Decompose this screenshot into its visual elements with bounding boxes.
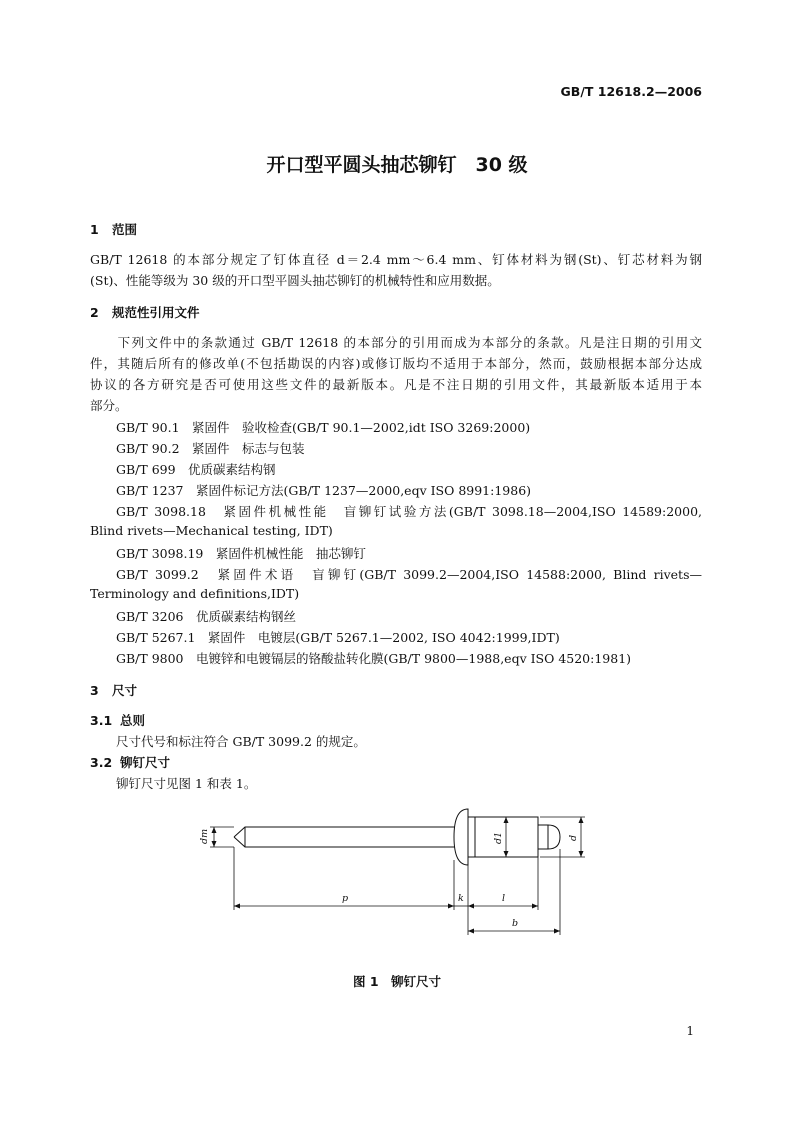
subsection-title: 总则 xyxy=(120,713,146,728)
figure-caption: 图 1 铆钉尺寸 xyxy=(352,974,442,989)
subsection-3-2-heading xyxy=(90,753,170,771)
arrowhead xyxy=(234,904,240,909)
reference-item: GB/T 699 优质碳素结构钢 xyxy=(116,462,276,477)
section-number: 3 xyxy=(90,683,99,698)
scope-paragraph-line-2: (St)、性能等级为 30 级的开口型平圆头抽芯铆钉的机械特性和应用数据。 xyxy=(90,273,500,288)
label-d1: d1 xyxy=(493,831,504,844)
intro-paragraph-line-4: 部分。 xyxy=(90,398,128,413)
reference-item: GB/T 1237 紧固件标记方法(GB/T 1237—2000,eqv ISO 8991:1986) xyxy=(116,483,532,498)
label-dm: dm xyxy=(199,828,210,844)
reference-item: GB/T 3098.19 紧固件机械性能 抽芯铆钉 xyxy=(116,546,366,561)
arrowhead xyxy=(554,929,560,934)
arrowhead xyxy=(468,929,474,934)
intro-paragraph-line-2: 件，其随后所有的修改单(不包括勘误的内容)或修订版均不适用于本部分，然而，鼓励根据本部分达成 xyxy=(90,356,702,371)
page-number: 1 xyxy=(686,1024,694,1038)
mandrel-shank xyxy=(234,827,465,847)
section-3-heading xyxy=(90,681,137,699)
reference-item-continued: Blind rivets—Mechanical testing, IDT) xyxy=(90,523,333,538)
section-1-heading xyxy=(90,220,137,238)
reference-item: GB/T 3099.2 紧固件术语 盲铆钉(GB/T 3099.2—2004,ISO 14588:2000, Blind rivets— xyxy=(116,567,702,582)
subsection-3-1-heading xyxy=(90,711,145,729)
label-k: k xyxy=(458,893,464,904)
section-title: 规范性引用文件 xyxy=(112,305,200,320)
arrowhead xyxy=(579,817,584,823)
label-b: b xyxy=(512,918,519,929)
subsection-3-2-text: 铆钉尺寸见图 1 和表 1。 xyxy=(116,776,257,791)
subsection-title: 铆钉尺寸 xyxy=(120,755,171,770)
arrowhead xyxy=(468,904,474,909)
reference-item: GB/T 3098.18 紧固件机械性能 盲铆钉试验方法(GB/T 3098.18—2004,ISO 14589:2000, xyxy=(116,504,702,519)
intro-paragraph-line-3: 协议的各方研究是否可使用这些文件的最新版本。凡是不注日期的引用文件，其最新版本适用于本 xyxy=(90,377,702,392)
arrowhead xyxy=(448,904,454,909)
arrowhead xyxy=(504,851,509,857)
reference-item: GB/T 90.2 紧固件 标志与包装 xyxy=(116,441,305,456)
rivet-dimension-figure xyxy=(190,800,610,950)
reference-item-continued: Terminology and definitions,IDT) xyxy=(90,586,300,601)
section-number: 1 xyxy=(90,222,99,237)
arrowhead xyxy=(212,827,217,833)
reference-item: GB/T 3206 优质碳素结构钢丝 xyxy=(116,609,297,624)
subsection-number: 3.2 xyxy=(90,755,113,770)
rivet-head xyxy=(454,809,468,865)
section-number: 2 xyxy=(90,305,99,320)
subsection-3-1-text: 尺寸代号和标注符合 GB/T 3099.2 的规定。 xyxy=(116,734,366,749)
arrowhead xyxy=(212,841,217,847)
standard-code: GB/T 12618.2—2006 xyxy=(560,84,702,99)
scope-paragraph-line-1: GB/T 12618 的本部分规定了钉体直径 d＝2.4 mm～6.4 mm、钉体材料为钢(St)、钉芯材料为钢 xyxy=(90,252,702,267)
mandrel-head xyxy=(538,825,560,849)
label-d: d xyxy=(568,834,579,841)
arrowhead xyxy=(532,904,538,909)
section-2-heading xyxy=(90,303,200,321)
label-p: p xyxy=(342,893,349,904)
subsection-number: 3.1 xyxy=(90,713,113,728)
section-title: 尺寸 xyxy=(112,683,138,698)
section-title: 范围 xyxy=(112,222,138,237)
document-title: 开口型平圆头抽芯铆钉 30 级 xyxy=(266,154,528,176)
reference-item: GB/T 9800 电镀锌和电镀镉层的铬酸盐转化膜(GB/T 9800—1988,eqv ISO 4520:1981) xyxy=(116,651,632,666)
arrowhead xyxy=(504,817,509,823)
arrowhead xyxy=(579,851,584,857)
intro-paragraph-line-1: 下列文件中的条款通过 GB/T 12618 的本部分的引用而成为本部分的条款。凡是注日期的引用文 xyxy=(90,335,702,350)
reference-item: GB/T 5267.1 紧固件 电镀层(GB/T 5267.1—2002, ISO 4042:1999,IDT) xyxy=(116,630,560,645)
label-l: l xyxy=(502,893,506,904)
reference-item: GB/T 90.1 紧固件 验收检查(GB/T 90.1—2002,idt ISO 3269:2000) xyxy=(116,420,531,435)
